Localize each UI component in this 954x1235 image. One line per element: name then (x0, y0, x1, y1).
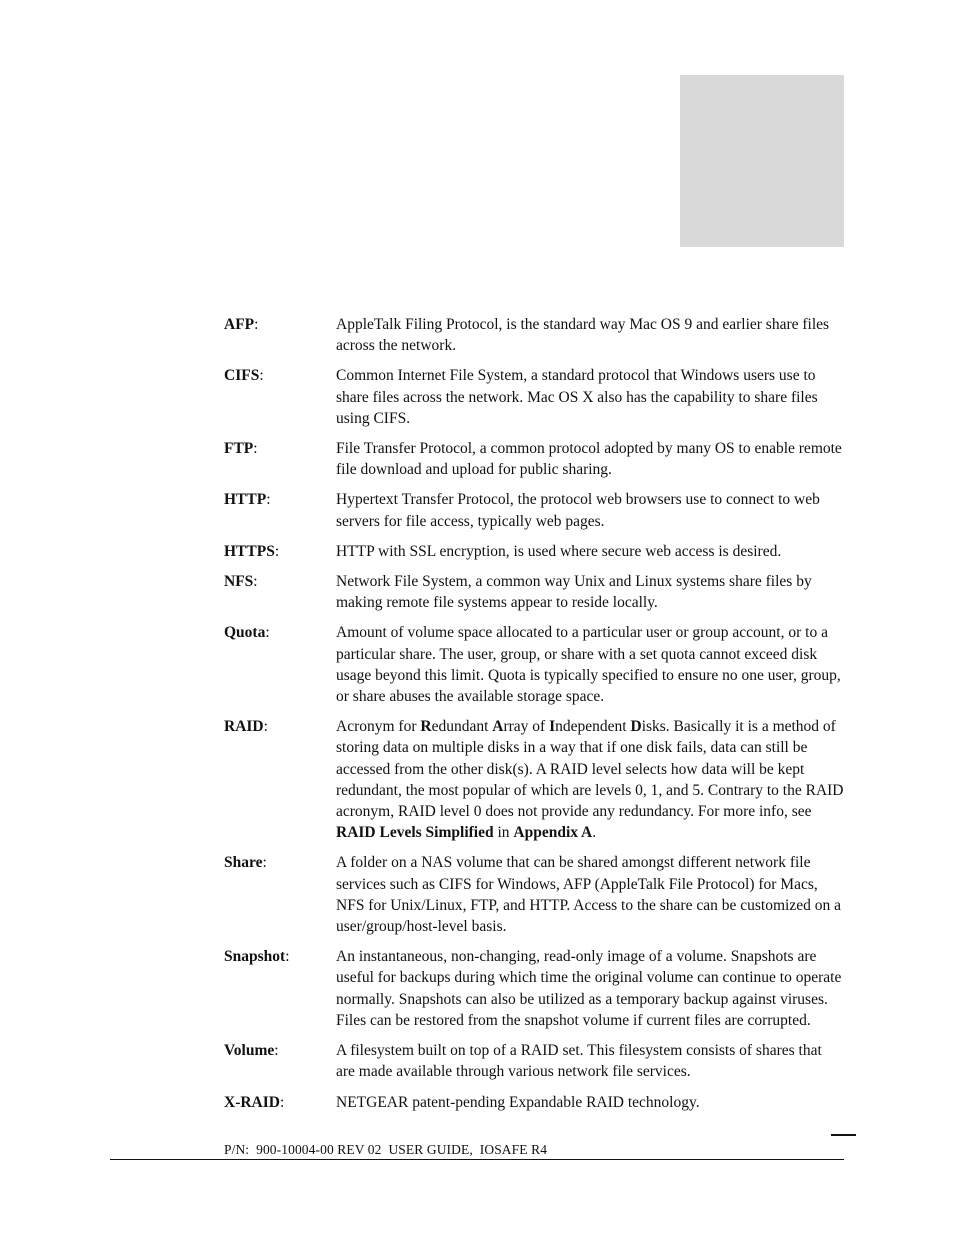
glossary-definition: NETGEAR patent-pending Expandable RAID technology. (336, 1093, 700, 1111)
glossary-term: HTTP: (224, 491, 271, 509)
glossary-term: NFS: (224, 573, 258, 591)
chapter-tab-block (680, 75, 844, 247)
acronym-letter: A (492, 718, 504, 736)
glossary-definition: Amount of volume space allocated to a particular user or group account, or to a particular share. The user, group, or share with a set quota cannot exceed disk usage beyond this limit. Quota is typically specified to ensure no one user, group, or share abuses the available storage space. (336, 624, 841, 706)
cross-reference-appendix: Appendix A (513, 824, 593, 842)
glossary-entry-afp (224, 314, 844, 356)
footer-rule (110, 1159, 844, 1160)
glossary-definition: File Transfer Protocol, a common protocol adopted by many OS to enable remote file download and upload for public sharing. (336, 440, 842, 479)
definition-fragment: Acronym for (336, 718, 421, 736)
glossary-definition: Network File System, a common way Unix and Linux systems share files by making remote file systems appear to reside locally. (336, 573, 812, 612)
definition-fragment: isks. Basically it is a method of storing data on multiple disks in a way that if one disk fails, data can still be accessed from the other disk(s). A RAID level selects how data will be kept redundant, the most popular of which are levels 0, 1, and 5. Contrary to the RAID acronym, RAID level 0 does not provide any redundancy. For more info, see (336, 718, 844, 821)
glossary-entry-ftp (224, 438, 844, 480)
glossary-entry-snapshot (224, 946, 844, 1031)
glossary-definition: Hypertext Transfer Protocol, the protocol web browsers use to connect to web servers for file access, typically web pages. (336, 491, 820, 530)
glossary-entry-raid (224, 716, 844, 843)
glossary-definition: HTTP with SSL encryption, is used where secure web access is desired. (336, 542, 782, 560)
definition-fragment: in (493, 824, 514, 842)
glossary-definition-raid (336, 716, 844, 843)
page-number-rule (831, 1134, 856, 1136)
footer-text: P/N: 900-10004-00 REV 02 USER GUIDE, IOSAFE R4 (224, 1142, 548, 1157)
definition-fragment: . (592, 824, 597, 842)
glossary-definition: A folder on a NAS volume that can be shared amongst different network file services such as CIFS for Windows, AFP (AppleTalk File Protocol) for Macs, NFS for Unix/Linux, FTP, and HTTP. Access to the share can be customized on a user/group/host-level basis. (336, 854, 841, 936)
glossary-term: X-RAID: (224, 1093, 285, 1111)
acronym-letter: D (630, 718, 642, 736)
glossary-term: AFP: (224, 316, 259, 333)
glossary-entry-http (224, 489, 844, 531)
glossary-entry-share (224, 852, 844, 937)
glossary-list (224, 314, 844, 1122)
glossary-term: CIFS: (224, 367, 264, 385)
glossary-term: Quota: (224, 624, 270, 642)
glossary-entry-nfs (224, 571, 844, 613)
glossary-definition: AppleTalk Filing Protocol, is the standard way Mac OS 9 and earlier share files across the network. (336, 316, 830, 355)
glossary-entry-cifs (224, 365, 844, 429)
glossary-term: Volume: (224, 1042, 279, 1060)
glossary-term: RAID: (224, 718, 268, 736)
glossary-entry-quota (224, 622, 844, 707)
glossary-entry-volume (224, 1040, 844, 1082)
cross-reference-section: RAID Levels Simplified (336, 824, 494, 842)
definition-fragment: rray of (503, 718, 550, 736)
glossary-term: Share: (224, 854, 267, 872)
glossary-term: HTTPS: (224, 542, 280, 560)
glossary-definition: A filesystem built on top of a RAID set. This filesystem consists of shares that are made available through various network file services. (336, 1042, 822, 1081)
definition-fragment: edundant (431, 718, 493, 736)
glossary-definition: Common Internet File System, a standard protocol that Windows users use to share files across the network. Mac OS X also has the capability to share files using CIFS. (336, 367, 818, 427)
definition-fragment: ndependent (555, 718, 631, 736)
glossary-definition: An instantaneous, non-changing, read-only image of a volume. Snapshots are useful for backups during which time the original volume can continue to operate normally. Snapshots can also be utilized as a temporary backup against viruses. Files can be restored from the snapshot volume if current files are corrupted. (336, 948, 842, 1029)
acronym-letter: I (549, 718, 556, 736)
acronym-letter: R (420, 718, 432, 736)
glossary-entry-x-raid (224, 1092, 844, 1113)
glossary-term: FTP: (224, 440, 258, 458)
glossary-entry-https (224, 541, 844, 562)
glossary-term: Snapshot: (224, 948, 290, 966)
